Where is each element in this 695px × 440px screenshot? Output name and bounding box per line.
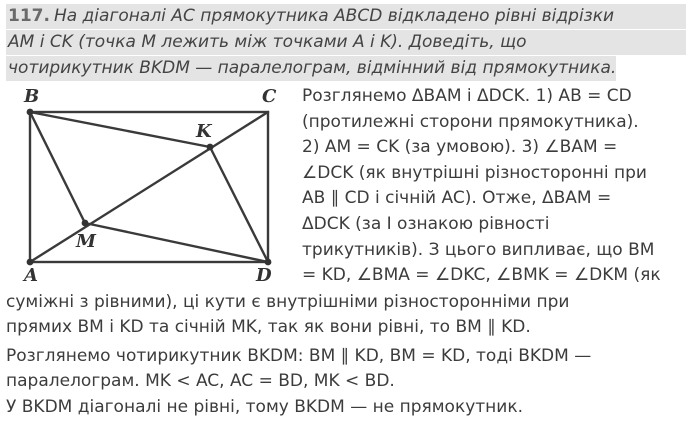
segment-kd bbox=[210, 147, 268, 262]
segment-bm bbox=[30, 112, 85, 223]
problem-text-1: На діагоналі AC прямокутника ABCD відкладено рівні відрізки bbox=[53, 6, 615, 26]
point-m bbox=[82, 220, 89, 227]
solution-line: трикутників). З цього випливає, що BM bbox=[302, 239, 655, 260]
solution-line: Розглянемо ΔBAM і ΔDCK. 1) AB = CD bbox=[302, 86, 632, 106]
solution-line: AB ∥ CD і січній AC). Отже, ΔBAM = bbox=[302, 188, 612, 209]
problem-line-1 bbox=[6, 4, 686, 29]
solution-bottom bbox=[6, 290, 591, 420]
solution-line: Розглянемо чотирикутник BKDM: BM ∥ KD, BM = KD, тоді BKDM — bbox=[6, 345, 592, 366]
label-d: D bbox=[256, 265, 272, 286]
segment-bk bbox=[30, 112, 210, 147]
solution-line: ∠DCK (як внутрішні різносторонні при bbox=[302, 162, 647, 183]
solution-line: ΔDCK (за I ознакою рівності bbox=[302, 213, 550, 234]
solution-line: (протилежні сторони прямокутника). bbox=[302, 111, 639, 132]
label-a: A bbox=[24, 265, 38, 286]
solution-line: прямих BM і KD та січній MK, так як вони рівні, то BM ∥ KD. bbox=[6, 317, 531, 338]
problem-number: 117. bbox=[8, 6, 50, 26]
label-k: K bbox=[196, 121, 212, 142]
label-c: C bbox=[262, 86, 277, 107]
problem-line-3: чотирикутник BKDM — паралелограм, відмінний від прямокутника. bbox=[6, 56, 616, 81]
label-m: M bbox=[76, 231, 96, 252]
solution-right-column bbox=[302, 84, 661, 289]
segment-md bbox=[85, 223, 268, 262]
solution-line: суміжні з рівними), ці кути є внутрішніми різносторонніми при bbox=[6, 292, 570, 312]
solution-line: = KD, ∠BMA = ∠DKC, ∠BMK = ∠DKM (як bbox=[302, 265, 661, 286]
geometry-figure bbox=[8, 82, 298, 292]
point-b bbox=[27, 109, 34, 116]
point-k bbox=[207, 144, 214, 151]
problem-statement bbox=[6, 4, 686, 82]
solution-line: паралелограм. MK < AC, AC = BD, MK < BD. bbox=[6, 371, 395, 392]
solution-line: У BKDM діагоналі не рівні, тому BKDM — не прямокутник. bbox=[6, 396, 524, 417]
label-b: B bbox=[24, 86, 40, 107]
problem-line-2: AM і CK (точка M лежить між точками A і K). Доведіть, що bbox=[6, 30, 686, 55]
solution-line: 2) AM = CK (за умовою). 3) ∠BAM = bbox=[302, 137, 618, 158]
